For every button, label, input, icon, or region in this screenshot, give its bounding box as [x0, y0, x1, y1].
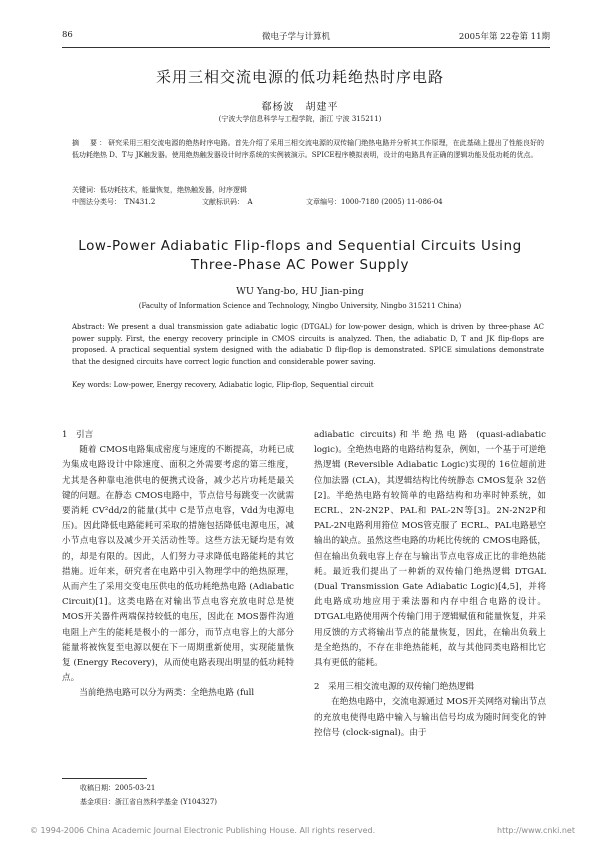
title-english-line-2: Three-Phase AC Power Supply [190, 257, 410, 273]
abstract-chinese [72, 137, 544, 161]
copyright-notice: © 1994-2006 China Academic Journal Electronic Publishing House. All rights reserved. [30, 826, 376, 835]
title-english-line-1: Low-Power Adiabatic Flip-flops and Sequential Circuits Using [78, 238, 522, 254]
section-2-paragraph-1: 在绝热电路中，交流电源通过 MOS开关网络对输出节点的充放电使得电路中输入与输出信号均成为随时间变化的钟控信号 (clock-signal)。由于 [314, 697, 546, 738]
abstract-english-label: Abstract: [72, 323, 105, 331]
left-column [62, 428, 294, 702]
article-number: 文章编号：1000-7180 (2005) 11-086-04 [306, 198, 443, 206]
authors-english: WU Yang-bo, HU Jian-ping [236, 286, 364, 297]
section-1-paragraph-continued: adiabatic circuits)和半绝热电路 (quasi-adiabatic logic)。全绝热电路的电路结构复杂，例如，一个基于可逆绝热逻辑 (Reversible Adiabatic Logic)实现的 16位超前进位加法器 (CLA)，其逻辑结构比传统静态 CMOS复杂 32倍[2]。半绝热电路有较简单的电路结构和功率时钟系统，如 ECRL、2N-2N2P、PAL和 PAL-2N等[3]。2N-2N2P和 PAL-2N电路利用箝位 MOS管克服了 ECRL、PAL电路悬空输出的缺点。虽然这些电路的功耗比传统的 CMOS电路低，但在输出负载电容上存在与输出节点电容成正比的非绝热能耗。最近我们提出了一种新的双传输门绝热逻辑 DTGAL (Dual Transmission Gate Adiabatic Logic)[4,5]，并将此电路成功地应用于乘法器和内存中组合电路的设计。DTGAL电路使用两个传输门用于逻辑赋值和能量恢复，并采用反馈的方式将输出节点的能量恢复，因此，在输出负载上是全绝热的，不存在非绝热能耗，故与其他同类电路相比它具有更低的能耗。 [314, 430, 546, 669]
title-english [0, 237, 600, 275]
affiliation-english: (Faculty of Information Science and Technology, Ningbo University, Ningbo 315211 China) [138, 302, 462, 310]
title-chinese: 采用三相交流电源的低功耗绝热时序电路 [155, 68, 444, 86]
keywords-english [72, 380, 544, 392]
abstract-chinese-text: 研究采用三相交流电源的绝热时序电路。首先介绍了采用三相交流电源的双传输门绝热电路并分析其工作原理，在此基础上提出了性能良好的低功耗绝热 D、T与 JK触发器。使用绝热触发器设计时序系统的实例被演示。SPICE程序模拟表明，设计的电路具有正确的逻辑功能及低功耗的优点。 [72, 139, 545, 159]
running-header [62, 30, 550, 44]
header-rule [62, 47, 550, 48]
document-code: 文献标识码： A [202, 198, 253, 206]
footnote-rule [62, 778, 147, 779]
keywords-chinese [72, 184, 544, 196]
footnote-received: 收稿日期：2005-03-21 [80, 784, 156, 792]
abstract-english-text: We present a dual transmission gate adiabatic logic (DTGAL) for low-power design, which is driven by three-phase AC power supply. First, the energy recovery principle in CMOS circuits is analyzed. Then, the adiabatic D, T and JK flip-flops are proposed. A practical sequential system designed with the adiabatic D flip-flop is demonstrated. SPICE simulations demonstrate that the designed circuits have correct logic function and considerable power saving. [72, 323, 544, 366]
journal-name: 微电子学与计算机 [262, 32, 331, 42]
keywords-chinese-text: 低功耗技术，能量恢复，绝热触发器，时序逻辑 [100, 186, 247, 194]
issue-info: 2005年第 22卷第 11期 [458, 32, 550, 42]
authors-chinese: 郗杨波 胡建平 [261, 102, 339, 113]
keywords-english-label: Key words: [72, 381, 112, 389]
section-2-heading: 2 采用三相交流电源的双传输门绝热逻辑 [314, 682, 475, 693]
section-1-paragraph-1: 随着 CMOS电路集成密度与速度的不断提高，功耗已成为集成电路设计中除速度、面积之外需要考虑的第三维度，尤其是各种靠电池供电的便携式设备，减少芯片功耗是最关键的问题。在静态 CMOS电路中，节点信号每跳变一次就需要消耗 CV²dd/2的能量(其中 C是节点电容，Vdd为电源电压)。因此降低电路能耗可采取的措施包括降低电源电压，减小节点电容以及减少开关活动性等。这些方法无疑均是有效的，却是有限的。因此，人们努力寻求降低电路能耗的其它措施。近年来，研究者在电路中引入物理学中的绝热原理，从而产生了采用交变电压供电的低功耗绝热电路 (Adiabatic Circuit)[1]。这类电路在对输出节点电容充放电时总是使 MOS开关器件两端保持较低的电压，因此在 MOS器件沟道电阻上产生的能耗是极小的一部分，而节点电容上的大部分能量将被恢复至电源以便在下一周期重新使用，实现能量恢复 (Energy Recovery)，从而使电路表现出明显的低功耗特点。 [62, 445, 294, 684]
clc-number: 中图法分类号： TN431.2 [72, 198, 156, 206]
page-footer [30, 826, 575, 838]
page-number: 86 [62, 30, 73, 40]
footer-url: http://www.cnki.net [497, 826, 575, 835]
abstract-english [72, 322, 544, 368]
keywords-chinese-label: 关键词： [72, 186, 100, 194]
affiliation-chinese: (宁波大学信息科学与工程学院，浙江 宁波 315211) [218, 115, 382, 123]
footnote-fund: 基金项目：浙江省自然科学基金 (Y104327) [80, 798, 218, 806]
keywords-english-text: Low-power, Energy recovery, Adiabatic logic, Flip-flop, Sequential circuit [113, 381, 374, 389]
section-1-heading: 1 引言 [62, 430, 94, 440]
classification-line [72, 196, 544, 208]
right-column [314, 428, 546, 741]
abstract-chinese-label: 摘 要： [72, 139, 109, 147]
section-1-paragraph-2: 当前绝热电路可以分为两类：全绝热电路 (full [79, 688, 255, 699]
